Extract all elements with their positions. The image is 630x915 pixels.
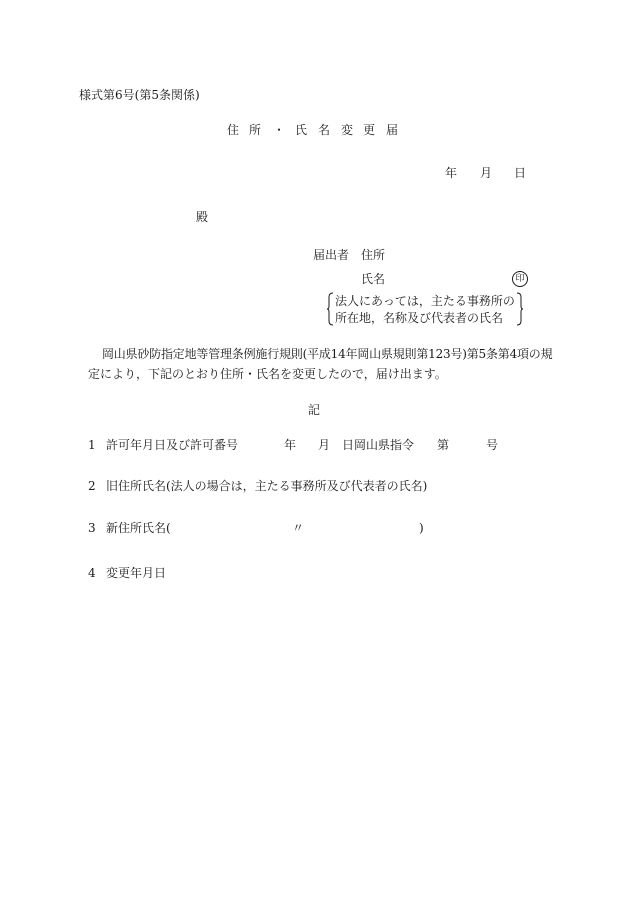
item-number: 4 xyxy=(88,566,96,580)
form-number: 様式第6号(第5条関係) xyxy=(79,88,200,102)
ditto-mark: 〃 xyxy=(292,521,305,535)
item-label: 変更年月日 xyxy=(106,566,167,580)
item-label: 許可年月日及び許可番号 xyxy=(106,438,239,452)
title-char: 変 xyxy=(341,123,354,137)
note-line-1: 法人にあっては，主たる事務所の xyxy=(335,294,515,308)
title-char: 氏 xyxy=(295,123,308,137)
title-char: ・ xyxy=(273,123,286,137)
item-label: 旧住所氏名(法人の場合は，主たる事務所及び代表者の氏名) xyxy=(106,479,428,493)
title-char: 所 xyxy=(249,123,262,137)
date-month: 月 xyxy=(480,166,493,180)
permit-year: 年 xyxy=(284,438,297,452)
permit-month: 月 xyxy=(318,438,331,452)
title-char: 届 xyxy=(386,123,399,137)
permit-dai: 第 xyxy=(437,438,450,452)
title-char: 更 xyxy=(363,123,376,137)
name-label: 氏名 xyxy=(361,272,386,286)
item-number: 1 xyxy=(88,438,96,452)
date-day: 日 xyxy=(514,166,527,180)
note-line-2: 所在地，名称及び代表者の氏名 xyxy=(335,311,504,325)
seal-mark: 印 xyxy=(512,271,528,287)
date-year: 年 xyxy=(445,166,458,180)
close-paren: ) xyxy=(419,521,424,535)
ki-heading: 記 xyxy=(308,403,321,417)
title-char: 名 xyxy=(318,123,331,137)
item-number: 3 xyxy=(88,521,96,535)
item-number: 2 xyxy=(88,479,96,493)
permit-go: 号 xyxy=(486,438,499,452)
body-line-2: 定により，下記のとおり住所・氏名を変更したので，届け出ます。 xyxy=(88,367,447,381)
body-line-1: 岡山県砂防指定地等管理条例施行規則(平成14年岡山県規則第123号)第5条第4項の規 xyxy=(102,347,553,361)
address-label: 住所 xyxy=(361,248,386,262)
addressee-suffix: 殿 xyxy=(196,210,209,224)
corporate-note xyxy=(327,292,523,326)
item-label: 新住所氏名( xyxy=(106,521,171,535)
applicant-label: 届出者 xyxy=(313,248,350,262)
permit-day-prefecture: 日岡山県指令 xyxy=(342,438,415,452)
title-char: 住 xyxy=(227,123,240,137)
